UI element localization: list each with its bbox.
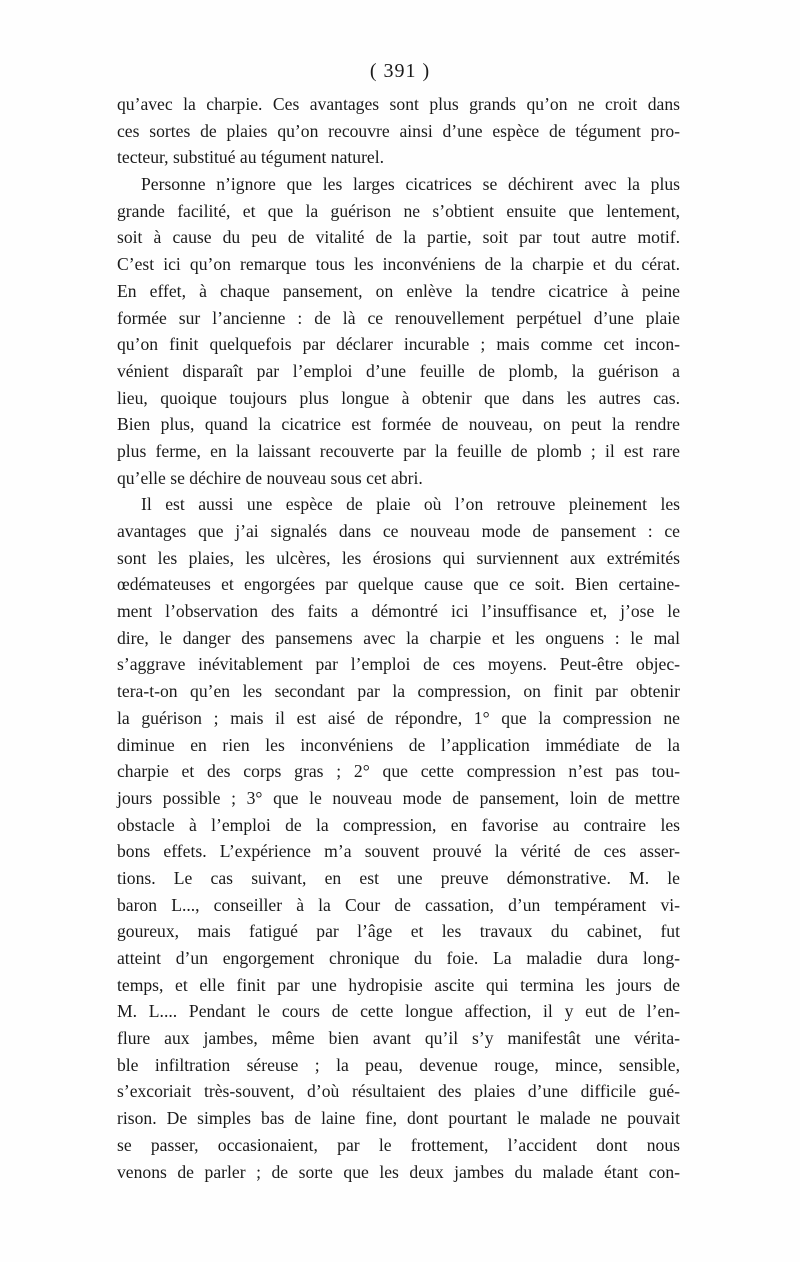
text-line: qu’elle se déchire de nouveau sous cet abri. [117,467,423,488]
text-line: venons de parler ; de sorte que les deux jambes du malade étant con- [117,1161,680,1182]
text-line: plus ferme, en la laissant recouverte par la feuille de plomb ; il est rare [117,440,680,461]
text-line: Personne n’ignore que les larges cicatrices se déchirent avec la plus [141,174,680,195]
text-line: sont les plaies, les ulcères, les érosions qui surviennent aux extrémités [117,547,680,568]
text-line: formée sur l’ancienne : de là ce renouvellement perpétuel d’une plaie [117,307,680,328]
text-line: lieu, quoique toujours plus longue à obtenir que dans les autres cas. [117,387,680,408]
text-line: jours possible ; 3° que le nouveau mode de pansement, loin de mettre [117,787,680,808]
text-line: goureux, mais fatigué par l’âge et les travaux du cabinet, fut [117,921,680,942]
text-line: Il est aussi une espèce de plaie où l’on retrouve pleinement les [141,494,680,515]
page-number: ( 391 ) [369,60,431,82]
text-line: Bien plus, quand la cicatrice est formée de nouveau, on peut la rendre [117,414,680,435]
text-line: qu’avec la charpie. Ces avantages sont plus grands qu’on ne croit dans [117,94,680,114]
text-line: diminue en rien les inconvéniens de l’application immédiate de la [117,734,680,755]
text-line: En effet, à chaque pansement, on enlève la tendre cicatrice à peine [117,280,680,301]
text-line: tecteur, substitué au tégument naturel. [117,147,385,168]
text-line: temps, et elle finit par une hydropisie ascite qui termina les jours de [117,974,680,995]
text-line: se passer, occasionaient, par le frottement, l’accident dont nous [117,1134,680,1155]
text-line: bons effets. L’expérience m’a souvent prouvé la vérité de ces asser- [117,841,680,862]
text-line: obstacle à l’emploi de la compression, en favorise au contraire les [117,814,680,835]
text-line: rison. De simples bas de laine fine, dont pourtant le malade ne pouvait [117,1108,680,1129]
text-line: soit à cause du peu de vitalité de la partie, soit par tout autre motif. [117,227,680,248]
text-line: tera-t-on qu’en les secondant par la compression, on finit par obtenir [117,681,680,702]
text-line: flure aux jambes, même bien avant qu’il s’y manifestât une vérita- [117,1028,680,1049]
text-line: ble infiltration séreuse ; la peau, devenue rouge, mince, sensible, [117,1054,680,1075]
text-line: ment l’observation des faits a démontré ici l’insuffisance et, j’ose le [117,601,680,622]
text-line: ces sortes de plaies qu’on recouvre ainsi d’une espèce de tégument pro- [117,120,680,141]
text-line: s’excoriait très-souvent, d’où résultaient des plaies d’une difficile gué- [117,1081,680,1102]
text-line: M. L.... Pendant le cours de cette longue affection, il y eut de l’en- [117,1001,680,1022]
text-line: s’aggrave inévitablement par l’emploi de ces moyens. Peut-être objec- [117,654,680,675]
text-line: qu’on finit quelquefois par déclarer incurable ; mais comme cet incon- [117,334,680,355]
text-line: grande facilité, et que la guérison ne s’obtient ensuite que lentement, [117,200,680,221]
text-line: œdémateuses et engorgées par quelque cause que ce soit. Bien certaine- [117,574,680,595]
text-line: charpie et des corps gras ; 2° que cette compression n’est pas tou- [117,761,680,782]
text-line: baron L..., conseiller à la Cour de cassation, d’un tempérament vi- [117,894,680,915]
text-line: C’est ici qu’on remarque tous les inconvéniens de la charpie et du cérat. [117,254,680,275]
text-line: la guérison ; mais il est aisé de répondre, 1° que la compression ne [117,707,680,728]
text-line: vénient disparaît par l’emploi d’une feuille de plomb, la guérison a [117,360,680,381]
body-text [117,91,680,1185]
text-line: avantages que j’ai signalés dans ce nouveau mode de pansement : ce [117,521,680,541]
text-line: tions. Le cas suivant, en est une preuve démonstrative. M. le [117,867,680,888]
text-line: dire, le danger des pansemens avec la charpie et les onguens : le mal [117,627,680,648]
text-line: atteint d’un engorgement chronique du foie. La maladie dura long- [117,948,680,968]
